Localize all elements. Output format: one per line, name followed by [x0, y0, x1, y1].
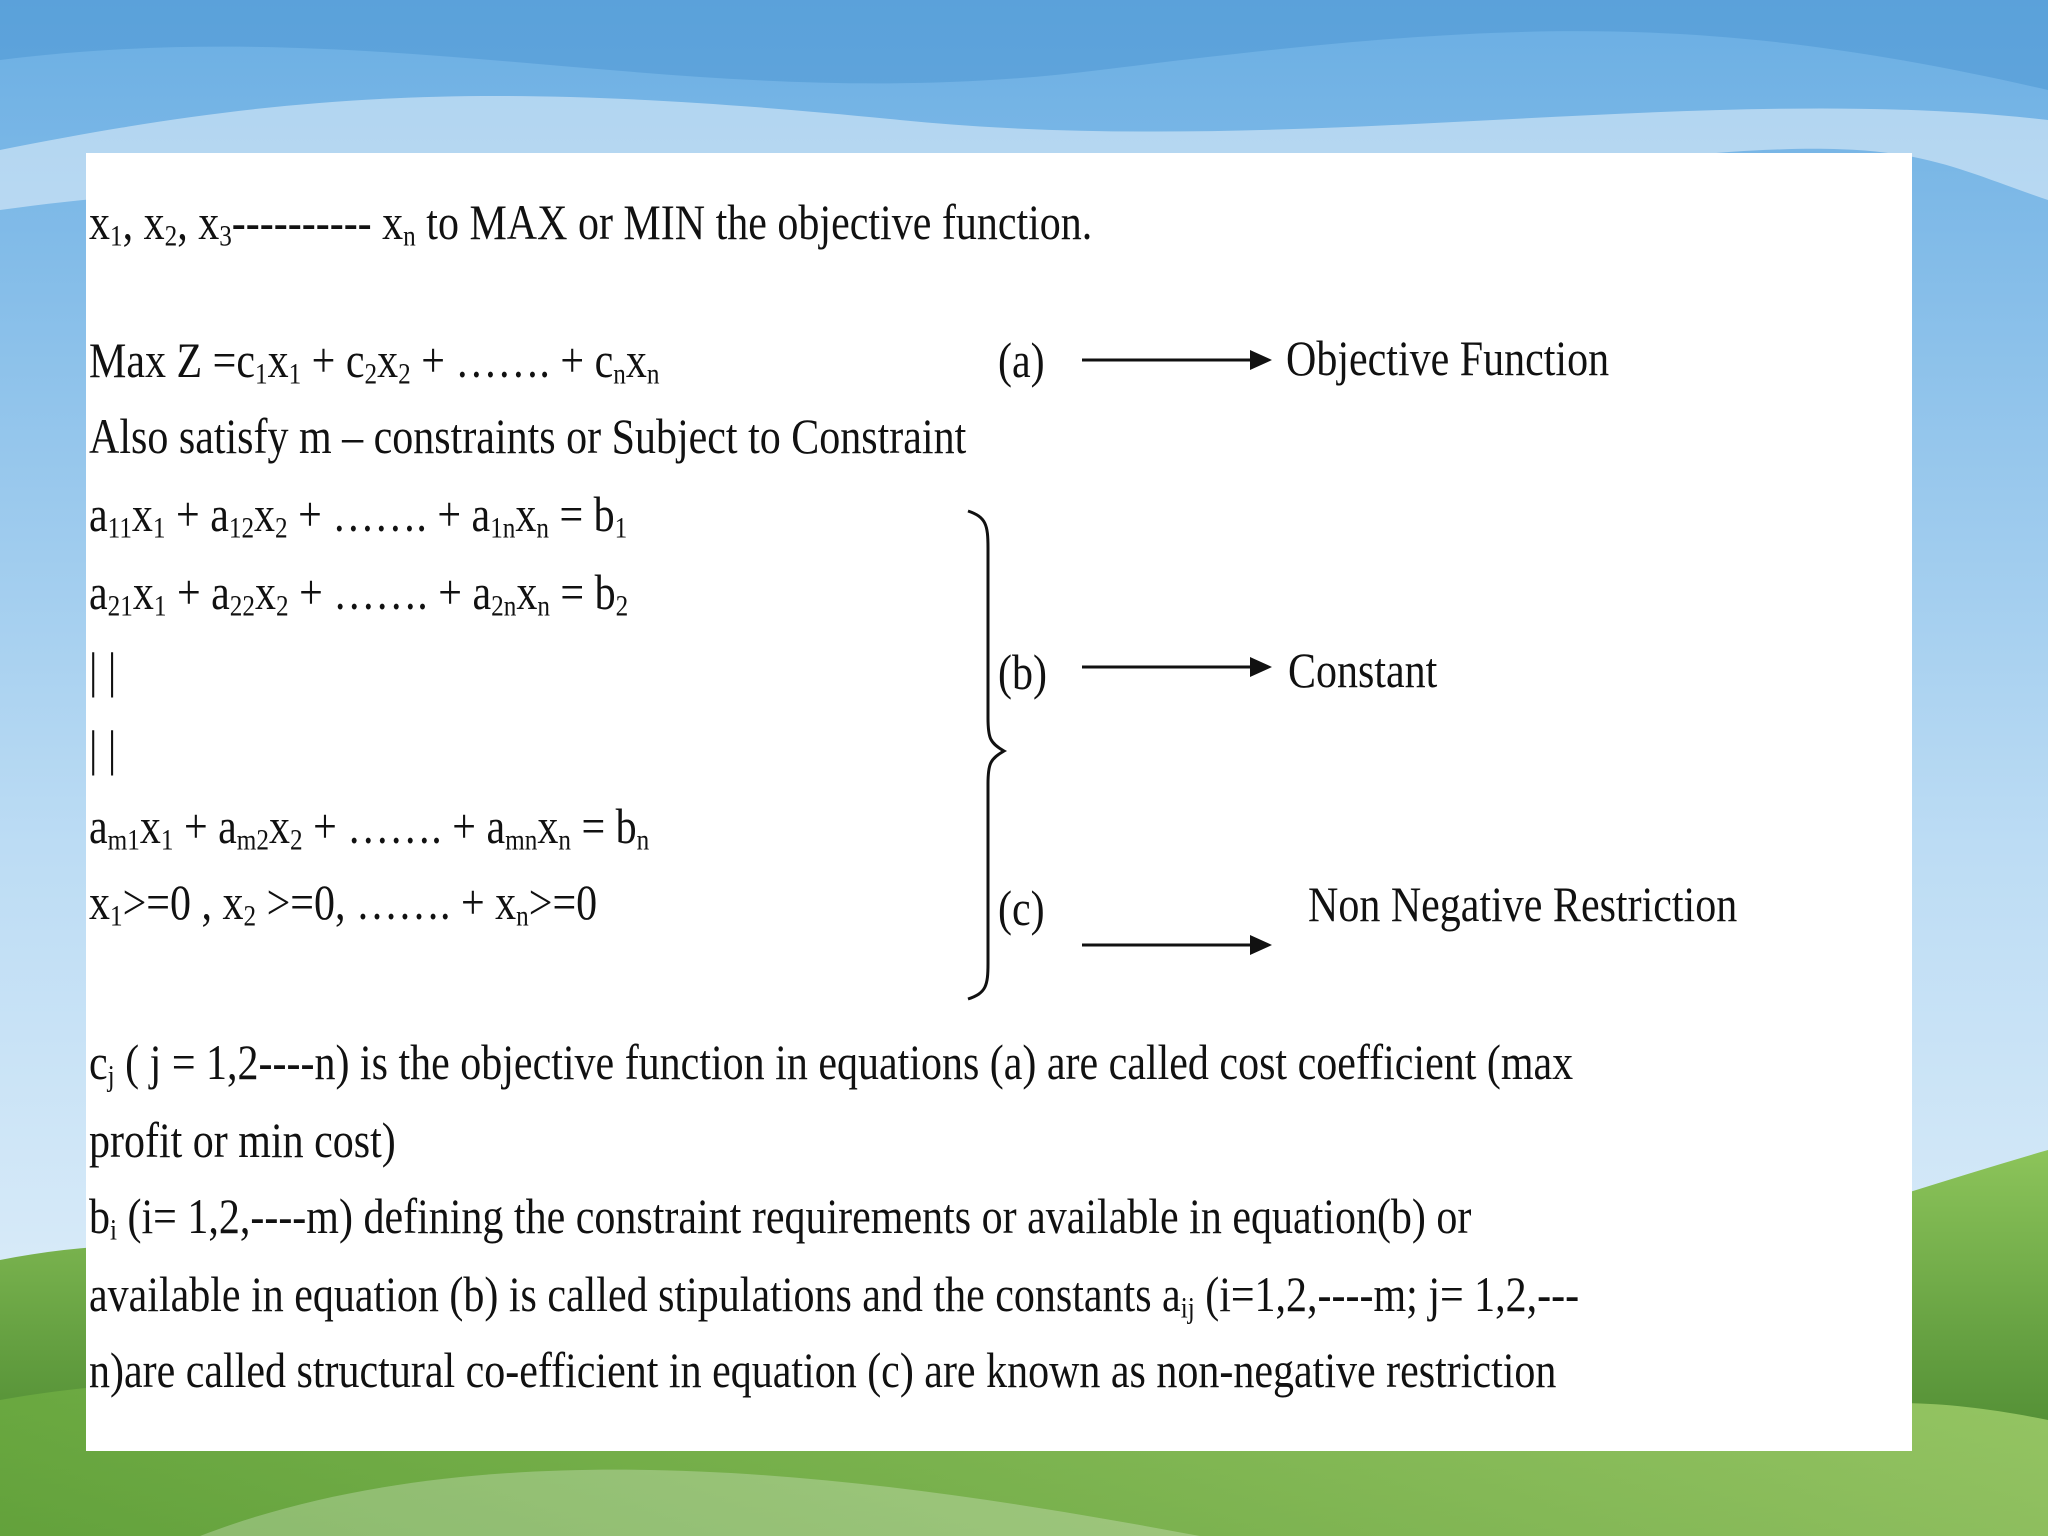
label-c: (c) — [998, 880, 1045, 936]
continuation-bars-2: | | — [89, 720, 117, 776]
label-non-negative: Non Negative Restriction — [1308, 876, 1738, 932]
note-line5: n)are called structural co-efficient in equation (c) are known as non-negative restriction — [89, 1342, 1557, 1398]
curly-brace-icon — [968, 511, 1004, 999]
brace-and-arrows — [86, 153, 1912, 1451]
label-objective-function: Objective Function — [1286, 330, 1610, 386]
constraint-row-1: $a_{11}x_1 + a_{12}x_2$ + ……. + $a_{1n}x_n = b_1$ — [89, 486, 628, 545]
label-constant: Constant — [1288, 642, 1438, 698]
content-card — [86, 153, 1912, 1451]
note-cj-line1: $c_j$ ( j = 1,2----n) is the objective function in equations (a) are called cost coefficient (max — [89, 1034, 1574, 1093]
arrow-a-icon — [1082, 350, 1272, 370]
label-b: (b) — [998, 644, 1047, 700]
continuation-bars-1: | | — [89, 642, 117, 698]
nonneg-row: $x_1>=0$ , $x_2 >=0$, ……. + $x_n>=0$ — [89, 874, 598, 933]
label-a: (a) — [998, 332, 1045, 388]
note-line4: available in equation (b) is called stipulations and the constants $a_{ij}$ (i=1,2,----m; j= 1,2,--- — [89, 1266, 1580, 1325]
note-cj-line2: profit or min cost) — [89, 1112, 396, 1168]
arrow-c-icon — [1082, 935, 1272, 955]
constraint-row-m: $a_{m1}x_1 + a_{m2}x_2$ + ……. + $a_{mn}x_n = b_n$ — [89, 798, 650, 857]
objective-equation: Max $Z =c_1x_1 + c_2x_2$ + ……. + $c_nx_n$ — [89, 332, 660, 391]
arrow-b-icon — [1082, 657, 1272, 677]
note-bi-line1: $b_i$ (i= 1,2,----m) defining the constraint requirements or available in equation(b) or — [89, 1188, 1472, 1247]
constraint-intro: Also satisfy m – constraints or Subject to Constraint — [89, 408, 967, 464]
constraint-row-2: $a_{21}x_1 + a_{22}x_2$ + ……. + $a_{2n}x_n = b_2$ — [89, 564, 629, 623]
header-line: $x_1$, $x_2$, $x_3----------$ $x_n$ to MAX or MIN the objective function. — [89, 194, 1093, 253]
